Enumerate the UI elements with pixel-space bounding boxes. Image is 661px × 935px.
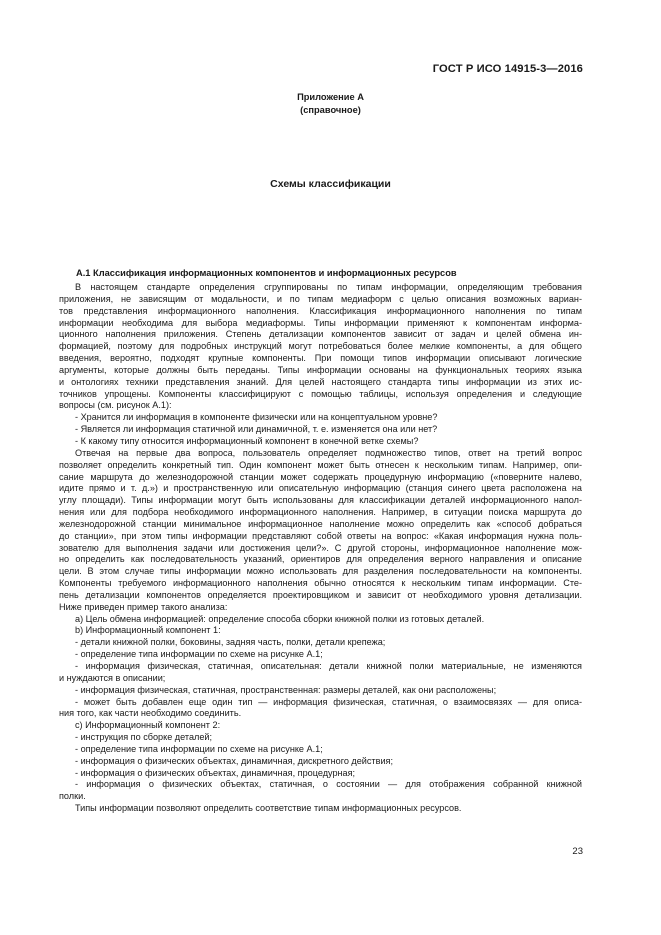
document-header-id: ГОСТ Р ИСО 14915-3—2016 xyxy=(432,63,583,75)
text-line: Компоненты требуемого информационного наполнения обычно относятся к нескольким типам информации. Сте- xyxy=(59,578,582,589)
text-line: идите прямо и т. д.») и пространственную или описательную информацию (станция синего цвета расположена на xyxy=(59,483,582,494)
text-line: - определение типа информации по схеме на рисунке А.1; xyxy=(75,743,323,754)
text-line: - детали книжной полки, боковины, задняя часть, полки, детали крепежа; xyxy=(75,637,386,648)
text-line: b) Информационный компонент 1: xyxy=(75,625,221,636)
text-line: полки. xyxy=(59,791,86,802)
text-line: c) Информационный компонент 2: xyxy=(75,720,221,731)
text-line: - может быть добавлен еще один тип — информация физическая, статичная, о взаимосвязях — для описа- xyxy=(75,696,582,707)
text-line: введения, вероятно, подходят крупные компоненты. При помощи типов информации описывают логические xyxy=(59,353,582,364)
text-line: - Хранится ли информация в компоненте физически или на концептуальном уровне? xyxy=(75,412,438,423)
text-line: зователю для выполнения задачи или достижения цели?». С другой стороны, информационное наполнение мож- xyxy=(59,542,582,553)
text-line: - К какому типу относится информационный компонент в конечной ветке схемы? xyxy=(75,435,419,446)
text-line: железнодорожной станции минимальное информационное наполнение можно определить как «способ добраться xyxy=(59,518,582,529)
text-line: - информация о физических объектах, статичная, о состоянии — для отображения собранной книжной xyxy=(75,779,582,790)
appendix-title: Приложение А xyxy=(297,92,364,102)
text-line: Отвечая на первые два вопроса, пользователь определяет подмножество типов, ответ на третий вопрос xyxy=(75,447,582,458)
body-text xyxy=(59,282,582,815)
text-line: вопросы (см. рисунок А.1): xyxy=(59,400,172,411)
text-line: сание маршрута до железнодорожной станции может содержать процедурную информацию («поверните налево, xyxy=(59,471,582,482)
text-line: - информация о физических объектах, динамичная, дискретного действия; xyxy=(75,755,394,766)
text-line: приложения, не зависящим от модальности, и по типам медиаформ с целью описания возможных вариан- xyxy=(59,293,582,304)
page-number: 23 xyxy=(572,846,583,857)
text-line: позволяет определить конкретный тип. Один компонент может быть отнесен к нескольким типам. Например, опи- xyxy=(59,459,582,470)
text-line: но определить как последовательность указаний, ориентиров для определения верного направления и описание xyxy=(59,554,582,565)
text-line: тов представления информационного наполнения. Классификация информационного наполнения по типам xyxy=(59,305,582,316)
text-line: углу площади). Типы информации могут быть использованы для классификации деталей информационного напол- xyxy=(59,495,582,506)
text-line: формацией, поэтому для подробных инструкций могут потребоваться более мелкие компоненты, а для общего xyxy=(59,341,582,352)
text-line: ния того, как части необходимо соединить. xyxy=(59,708,242,719)
text-line: информации необходима для выбора медиаформы. Типы информации применяют к компонентам информа- xyxy=(59,317,582,328)
subsection-heading: А.1 Классификация информационных компонентов и информационных ресурсов xyxy=(76,268,457,278)
appendix-subtitle: (справочное) xyxy=(300,105,361,115)
text-line: аргументы, которые должны быть переданы. Типы информации основаны на функциональных теориях языка xyxy=(59,364,582,375)
text-line: и нуждаются в описании; xyxy=(59,672,166,683)
text-line: точников упрощены. Компоненты классифицируют с помощью таблицы, используя определения и следующие xyxy=(59,388,582,399)
text-line: цели. В этом случае типы информации можно использовать для разделения последовательности на компоненты. xyxy=(59,566,582,577)
text-line: a) Цель обмена информацией: определение способа сборки книжной полки из готовых деталей. xyxy=(75,613,485,624)
text-line: - информация физическая, статичная, пространственная: размеры деталей, как они расположены; xyxy=(75,684,497,695)
text-line: - определение типа информации по схеме на рисунке А.1; xyxy=(75,649,323,660)
text-line: - информация физическая, статичная, описательная: детали книжной полки материальные, не изменяются xyxy=(75,661,582,671)
text-line: - инструкция по сборке деталей; xyxy=(75,732,213,743)
text-line: и онтологиях техники представления знаний. Для целей настоящего стандарта типы информации из этих ис- xyxy=(59,376,582,387)
section-title: Схемы классификации xyxy=(270,178,391,190)
text-line: ционного наполнения приложения. Степень детализации компонентов зависит от задач и целей обмена ин- xyxy=(59,329,582,340)
text-line: до станции», при этом типы информации представляют собой ответы на вопрос: «Какая информация нужна поль- xyxy=(59,530,582,541)
text-line: Ниже приведен пример такого анализа: xyxy=(59,601,228,612)
text-line: - Является ли информация статичной или динамичной, т. е. изменяется она или нет? xyxy=(75,424,438,435)
text-line: Типы информации позволяют определить соответствие типам информационных ресурсов. xyxy=(75,803,462,814)
text-line: нения или для подбора необходимого информационного наполнения. Например, в ситуации поиска маршрута до xyxy=(59,507,582,518)
text-line: - информация о физических объектах, динамичная, процедурная; xyxy=(75,767,356,778)
text-line: В настоящем стандарте определения сгруппированы по типам информации, определяющим требования xyxy=(75,282,582,292)
text-line: пень детализации компонентов определяется проектировщиком и зависит от необходимого уровня детализации. xyxy=(59,589,582,600)
